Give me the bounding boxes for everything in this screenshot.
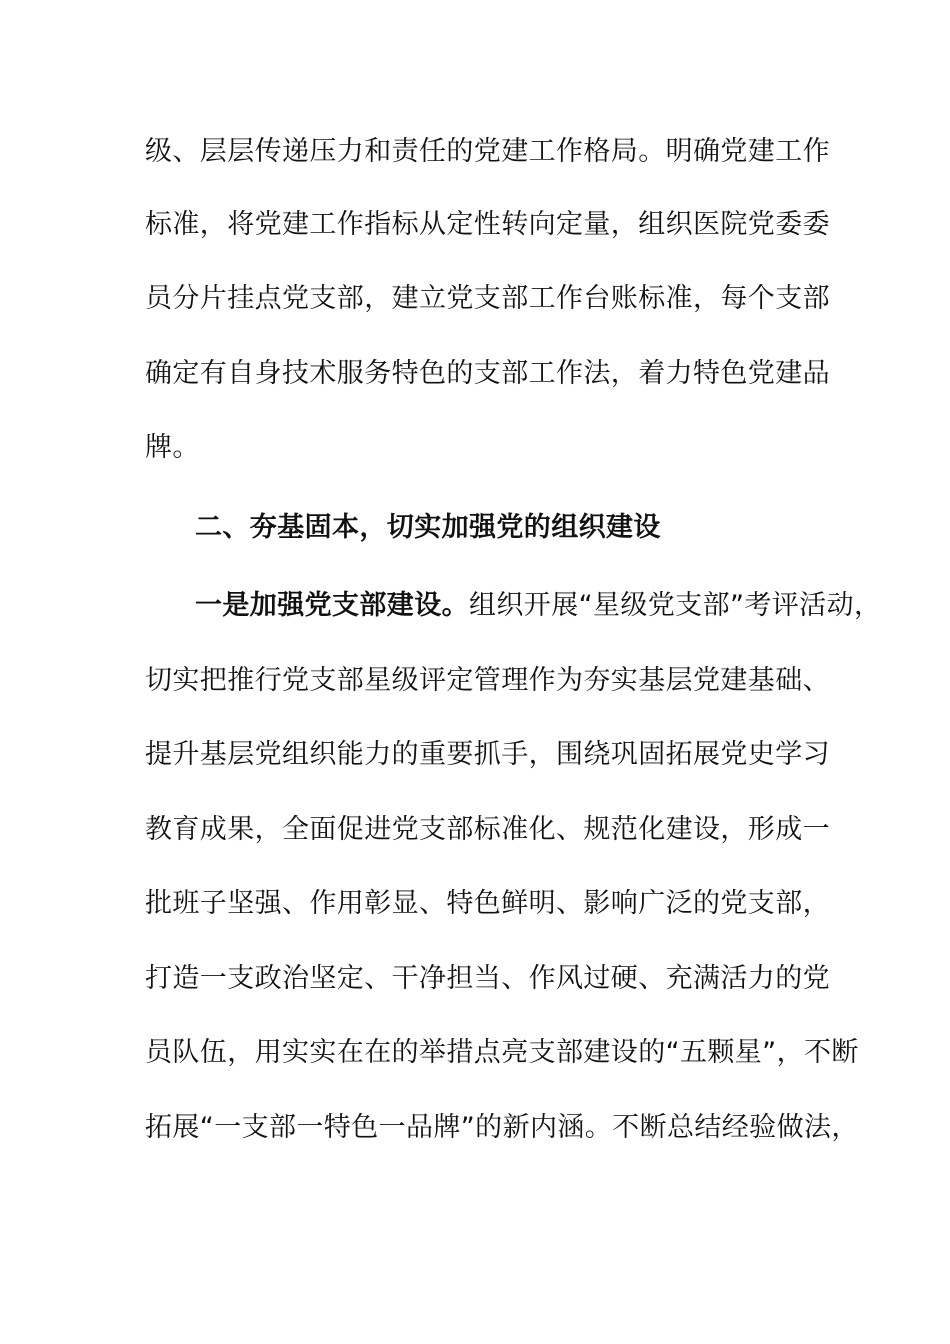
text-line: 标准，将党建工作指标从定性转向定量，组织医院党委委 [145, 209, 830, 240]
text-line: 提升基层党组织能力的重要抓手，围绕巩固拓展党史学习 [145, 739, 830, 770]
text-line: 确定有自身技术服务特色的支部工作法，着力特色党建品 [145, 358, 830, 389]
section-heading: 二、夯基固本，切实加强党的组织建设 [195, 512, 661, 543]
text-line: 员队伍，用实实在在的举措点亮支部建设的“五颗星”，不断 [145, 1037, 859, 1068]
text-line: 打造一支政治坚定、干净担当、作风过硬、充满活力的党 [145, 963, 830, 994]
text-line: 拓展“一支部一特色一品牌”的新内涵。不断总结经验做法， [145, 1112, 859, 1143]
paragraph-first-line [195, 589, 881, 623]
paragraph-lead: 一是加强党支部建设。 [195, 590, 469, 621]
paragraph-lead-rest: 组织开展“星级党支部”考评活动， [469, 590, 882, 621]
text-line: 牌。 [145, 432, 200, 463]
text-line: 员分片挂点党支部，建立党支部工作台账标准，每个支部 [145, 283, 830, 314]
text-line: 批班子坚强、作用彰显、特色鲜明、影响广泛的党支部， [145, 888, 830, 919]
text-line: 切实把推行党支部星级评定管理作为夯实基层党建基础、 [145, 665, 830, 696]
text-line: 级、层层传递压力和责任的党建工作格局。明确党建工作 [145, 136, 830, 167]
text-line: 教育成果，全面促进党支部标准化、规范化建设，形成一 [145, 814, 830, 845]
